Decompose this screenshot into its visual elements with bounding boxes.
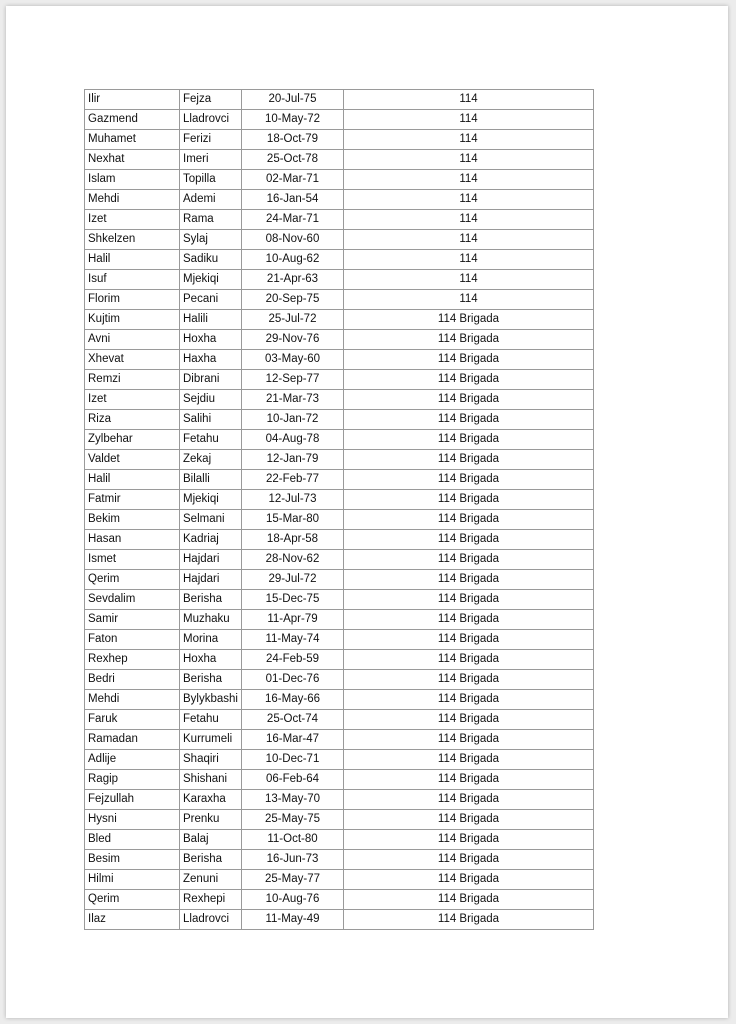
birth-date-cell: 03-May-60 — [242, 350, 344, 370]
last-name-cell: Shishani — [180, 770, 242, 790]
birth-date-cell: 11-May-49 — [242, 910, 344, 930]
birth-date-cell: 15-Mar-80 — [242, 510, 344, 530]
unit-cell: 114 Brigada — [344, 750, 594, 770]
table-row — [85, 530, 594, 550]
unit-cell: 114 Brigada — [344, 450, 594, 470]
table-row — [85, 370, 594, 390]
roster-table-body — [85, 90, 594, 930]
first-name-cell: Ilaz — [85, 910, 180, 930]
last-name-cell: Dibrani — [180, 370, 242, 390]
first-name-cell: Adlije — [85, 750, 180, 770]
last-name-cell: Zekaj — [180, 450, 242, 470]
table-row — [85, 650, 594, 670]
table-row — [85, 630, 594, 650]
unit-cell: 114 Brigada — [344, 590, 594, 610]
roster-table — [84, 89, 594, 930]
unit-cell: 114 — [344, 110, 594, 130]
first-name-cell: Qerim — [85, 890, 180, 910]
last-name-cell: Hoxha — [180, 650, 242, 670]
first-name-cell: Faton — [85, 630, 180, 650]
birth-date-cell: 10-Aug-76 — [242, 890, 344, 910]
birth-date-cell: 20-Jul-75 — [242, 90, 344, 110]
unit-cell: 114 — [344, 230, 594, 250]
last-name-cell: Balaj — [180, 830, 242, 850]
last-name-cell: Morina — [180, 630, 242, 650]
unit-cell: 114 Brigada — [344, 550, 594, 570]
first-name-cell: Ragip — [85, 770, 180, 790]
table-row — [85, 810, 594, 830]
unit-cell: 114 Brigada — [344, 370, 594, 390]
birth-date-cell: 28-Nov-62 — [242, 550, 344, 570]
birth-date-cell: 25-Jul-72 — [242, 310, 344, 330]
last-name-cell: Muzhaku — [180, 610, 242, 630]
last-name-cell: Selmani — [180, 510, 242, 530]
table-row — [85, 250, 594, 270]
last-name-cell: Pecani — [180, 290, 242, 310]
birth-date-cell: 18-Apr-58 — [242, 530, 344, 550]
table-row — [85, 670, 594, 690]
table-row — [85, 410, 594, 430]
first-name-cell: Nexhat — [85, 150, 180, 170]
table-row — [85, 730, 594, 750]
table-row — [85, 450, 594, 470]
last-name-cell: Salihi — [180, 410, 242, 430]
unit-cell: 114 Brigada — [344, 690, 594, 710]
unit-cell: 114 Brigada — [344, 430, 594, 450]
last-name-cell: Berisha — [180, 850, 242, 870]
last-name-cell: Shaqiri — [180, 750, 242, 770]
last-name-cell: Kadriaj — [180, 530, 242, 550]
first-name-cell: Bedri — [85, 670, 180, 690]
unit-cell: 114 Brigada — [344, 770, 594, 790]
birth-date-cell: 13-May-70 — [242, 790, 344, 810]
table-row — [85, 870, 594, 890]
unit-cell: 114 Brigada — [344, 570, 594, 590]
first-name-cell: Riza — [85, 410, 180, 430]
first-name-cell: Halil — [85, 470, 180, 490]
unit-cell: 114 Brigada — [344, 530, 594, 550]
first-name-cell: Fejzullah — [85, 790, 180, 810]
table-row — [85, 290, 594, 310]
first-name-cell: Hysni — [85, 810, 180, 830]
birth-date-cell: 20-Sep-75 — [242, 290, 344, 310]
last-name-cell: Zenuni — [180, 870, 242, 890]
first-name-cell: Kujtim — [85, 310, 180, 330]
last-name-cell: Lladrovci — [180, 910, 242, 930]
birth-date-cell: 25-Oct-78 — [242, 150, 344, 170]
last-name-cell: Imeri — [180, 150, 242, 170]
last-name-cell: Bilalli — [180, 470, 242, 490]
unit-cell: 114 — [344, 130, 594, 150]
first-name-cell: Izet — [85, 210, 180, 230]
unit-cell: 114 Brigada — [344, 330, 594, 350]
table-row — [85, 430, 594, 450]
table-row — [85, 550, 594, 570]
birth-date-cell: 11-May-74 — [242, 630, 344, 650]
last-name-cell: Sejdiu — [180, 390, 242, 410]
first-name-cell: Islam — [85, 170, 180, 190]
table-row — [85, 130, 594, 150]
table-row — [85, 830, 594, 850]
birth-date-cell: 29-Jul-72 — [242, 570, 344, 590]
unit-cell: 114 Brigada — [344, 470, 594, 490]
first-name-cell: Valdet — [85, 450, 180, 470]
last-name-cell: Halili — [180, 310, 242, 330]
unit-cell: 114 — [344, 90, 594, 110]
table-row — [85, 570, 594, 590]
first-name-cell: Rexhep — [85, 650, 180, 670]
last-name-cell: Bylykbashi — [180, 690, 242, 710]
first-name-cell: Sevdalim — [85, 590, 180, 610]
first-name-cell: Muhamet — [85, 130, 180, 150]
birth-date-cell: 01-Dec-76 — [242, 670, 344, 690]
first-name-cell: Zylbehar — [85, 430, 180, 450]
first-name-cell: Mehdi — [85, 690, 180, 710]
table-row — [85, 790, 594, 810]
unit-cell: 114 Brigada — [344, 890, 594, 910]
birth-date-cell: 25-May-77 — [242, 870, 344, 890]
last-name-cell: Lladrovci — [180, 110, 242, 130]
unit-cell: 114 Brigada — [344, 710, 594, 730]
birth-date-cell: 11-Oct-80 — [242, 830, 344, 850]
unit-cell: 114 Brigada — [344, 870, 594, 890]
last-name-cell: Kurrumeli — [180, 730, 242, 750]
birth-date-cell: 10-Jan-72 — [242, 410, 344, 430]
table-row — [85, 910, 594, 930]
unit-cell: 114 Brigada — [344, 650, 594, 670]
table-row — [85, 170, 594, 190]
unit-cell: 114 Brigada — [344, 610, 594, 630]
table-row — [85, 90, 594, 110]
last-name-cell: Topilla — [180, 170, 242, 190]
birth-date-cell: 21-Mar-73 — [242, 390, 344, 410]
first-name-cell: Gazmend — [85, 110, 180, 130]
birth-date-cell: 16-May-66 — [242, 690, 344, 710]
last-name-cell: Hoxha — [180, 330, 242, 350]
first-name-cell: Bled — [85, 830, 180, 850]
first-name-cell: Ramadan — [85, 730, 180, 750]
birth-date-cell: 25-May-75 — [242, 810, 344, 830]
birth-date-cell: 11-Apr-79 — [242, 610, 344, 630]
first-name-cell: Mehdi — [85, 190, 180, 210]
unit-cell: 114 — [344, 150, 594, 170]
first-name-cell: Remzi — [85, 370, 180, 390]
last-name-cell: Fetahu — [180, 710, 242, 730]
table-row — [85, 150, 594, 170]
birth-date-cell: 24-Feb-59 — [242, 650, 344, 670]
birth-date-cell: 12-Jan-79 — [242, 450, 344, 470]
first-name-cell: Ismet — [85, 550, 180, 570]
last-name-cell: Hajdari — [180, 550, 242, 570]
table-row — [85, 470, 594, 490]
unit-cell: 114 Brigada — [344, 410, 594, 430]
last-name-cell: Mjekiqi — [180, 270, 242, 290]
table-row — [85, 270, 594, 290]
last-name-cell: Hajdari — [180, 570, 242, 590]
table-row — [85, 190, 594, 210]
unit-cell: 114 Brigada — [344, 730, 594, 750]
unit-cell: 114 — [344, 290, 594, 310]
birth-date-cell: 10-May-72 — [242, 110, 344, 130]
unit-cell: 114 Brigada — [344, 510, 594, 530]
unit-cell: 114 — [344, 170, 594, 190]
first-name-cell: Samir — [85, 610, 180, 630]
first-name-cell: Ilir — [85, 90, 180, 110]
birth-date-cell: 04-Aug-78 — [242, 430, 344, 450]
first-name-cell: Izet — [85, 390, 180, 410]
last-name-cell: Ferizi — [180, 130, 242, 150]
birth-date-cell: 29-Nov-76 — [242, 330, 344, 350]
last-name-cell: Mjekiqi — [180, 490, 242, 510]
table-row — [85, 770, 594, 790]
first-name-cell: Fatmir — [85, 490, 180, 510]
birth-date-cell: 10-Aug-62 — [242, 250, 344, 270]
birth-date-cell: 12-Jul-73 — [242, 490, 344, 510]
unit-cell: 114 Brigada — [344, 350, 594, 370]
table-row — [85, 590, 594, 610]
unit-cell: 114 Brigada — [344, 670, 594, 690]
last-name-cell: Berisha — [180, 670, 242, 690]
birth-date-cell: 12-Sep-77 — [242, 370, 344, 390]
last-name-cell: Karaxha — [180, 790, 242, 810]
birth-date-cell: 15-Dec-75 — [242, 590, 344, 610]
first-name-cell: Florim — [85, 290, 180, 310]
table-row — [85, 710, 594, 730]
unit-cell: 114 Brigada — [344, 390, 594, 410]
unit-cell: 114 Brigada — [344, 810, 594, 830]
table-row — [85, 690, 594, 710]
first-name-cell: Besim — [85, 850, 180, 870]
last-name-cell: Rama — [180, 210, 242, 230]
unit-cell: 114 Brigada — [344, 910, 594, 930]
birth-date-cell: 06-Feb-64 — [242, 770, 344, 790]
last-name-cell: Berisha — [180, 590, 242, 610]
unit-cell: 114 Brigada — [344, 630, 594, 650]
table-row — [85, 330, 594, 350]
last-name-cell: Haxha — [180, 350, 242, 370]
table-row — [85, 210, 594, 230]
last-name-cell: Prenku — [180, 810, 242, 830]
table-row — [85, 230, 594, 250]
first-name-cell: Qerim — [85, 570, 180, 590]
unit-cell: 114 Brigada — [344, 790, 594, 810]
birth-date-cell: 25-Oct-74 — [242, 710, 344, 730]
last-name-cell: Sadiku — [180, 250, 242, 270]
first-name-cell: Faruk — [85, 710, 180, 730]
birth-date-cell: 16-Mar-47 — [242, 730, 344, 750]
table-row — [85, 750, 594, 770]
table-row — [85, 610, 594, 630]
first-name-cell: Avni — [85, 330, 180, 350]
table-row — [85, 310, 594, 330]
table-row — [85, 850, 594, 870]
birth-date-cell: 10-Dec-71 — [242, 750, 344, 770]
birth-date-cell: 16-Jan-54 — [242, 190, 344, 210]
table-row — [85, 490, 594, 510]
unit-cell: 114 Brigada — [344, 830, 594, 850]
table-row — [85, 890, 594, 910]
first-name-cell: Halil — [85, 250, 180, 270]
table-row — [85, 110, 594, 130]
birth-date-cell: 18-Oct-79 — [242, 130, 344, 150]
unit-cell: 114 — [344, 210, 594, 230]
birth-date-cell: 21-Apr-63 — [242, 270, 344, 290]
birth-date-cell: 16-Jun-73 — [242, 850, 344, 870]
unit-cell: 114 Brigada — [344, 310, 594, 330]
unit-cell: 114 Brigada — [344, 490, 594, 510]
first-name-cell: Shkelzen — [85, 230, 180, 250]
last-name-cell: Fejza — [180, 90, 242, 110]
unit-cell: 114 — [344, 270, 594, 290]
table-row — [85, 350, 594, 370]
last-name-cell: Fetahu — [180, 430, 242, 450]
table-row — [85, 390, 594, 410]
table-row — [85, 510, 594, 530]
last-name-cell: Ademi — [180, 190, 242, 210]
unit-cell: 114 — [344, 250, 594, 270]
birth-date-cell: 08-Nov-60 — [242, 230, 344, 250]
birth-date-cell: 02-Mar-71 — [242, 170, 344, 190]
document-page — [6, 6, 728, 1018]
birth-date-cell: 24-Mar-71 — [242, 210, 344, 230]
first-name-cell: Hilmi — [85, 870, 180, 890]
unit-cell: 114 — [344, 190, 594, 210]
first-name-cell: Isuf — [85, 270, 180, 290]
first-name-cell: Hasan — [85, 530, 180, 550]
first-name-cell: Bekim — [85, 510, 180, 530]
unit-cell: 114 Brigada — [344, 850, 594, 870]
first-name-cell: Xhevat — [85, 350, 180, 370]
last-name-cell: Sylaj — [180, 230, 242, 250]
birth-date-cell: 22-Feb-77 — [242, 470, 344, 490]
last-name-cell: Rexhepi — [180, 890, 242, 910]
